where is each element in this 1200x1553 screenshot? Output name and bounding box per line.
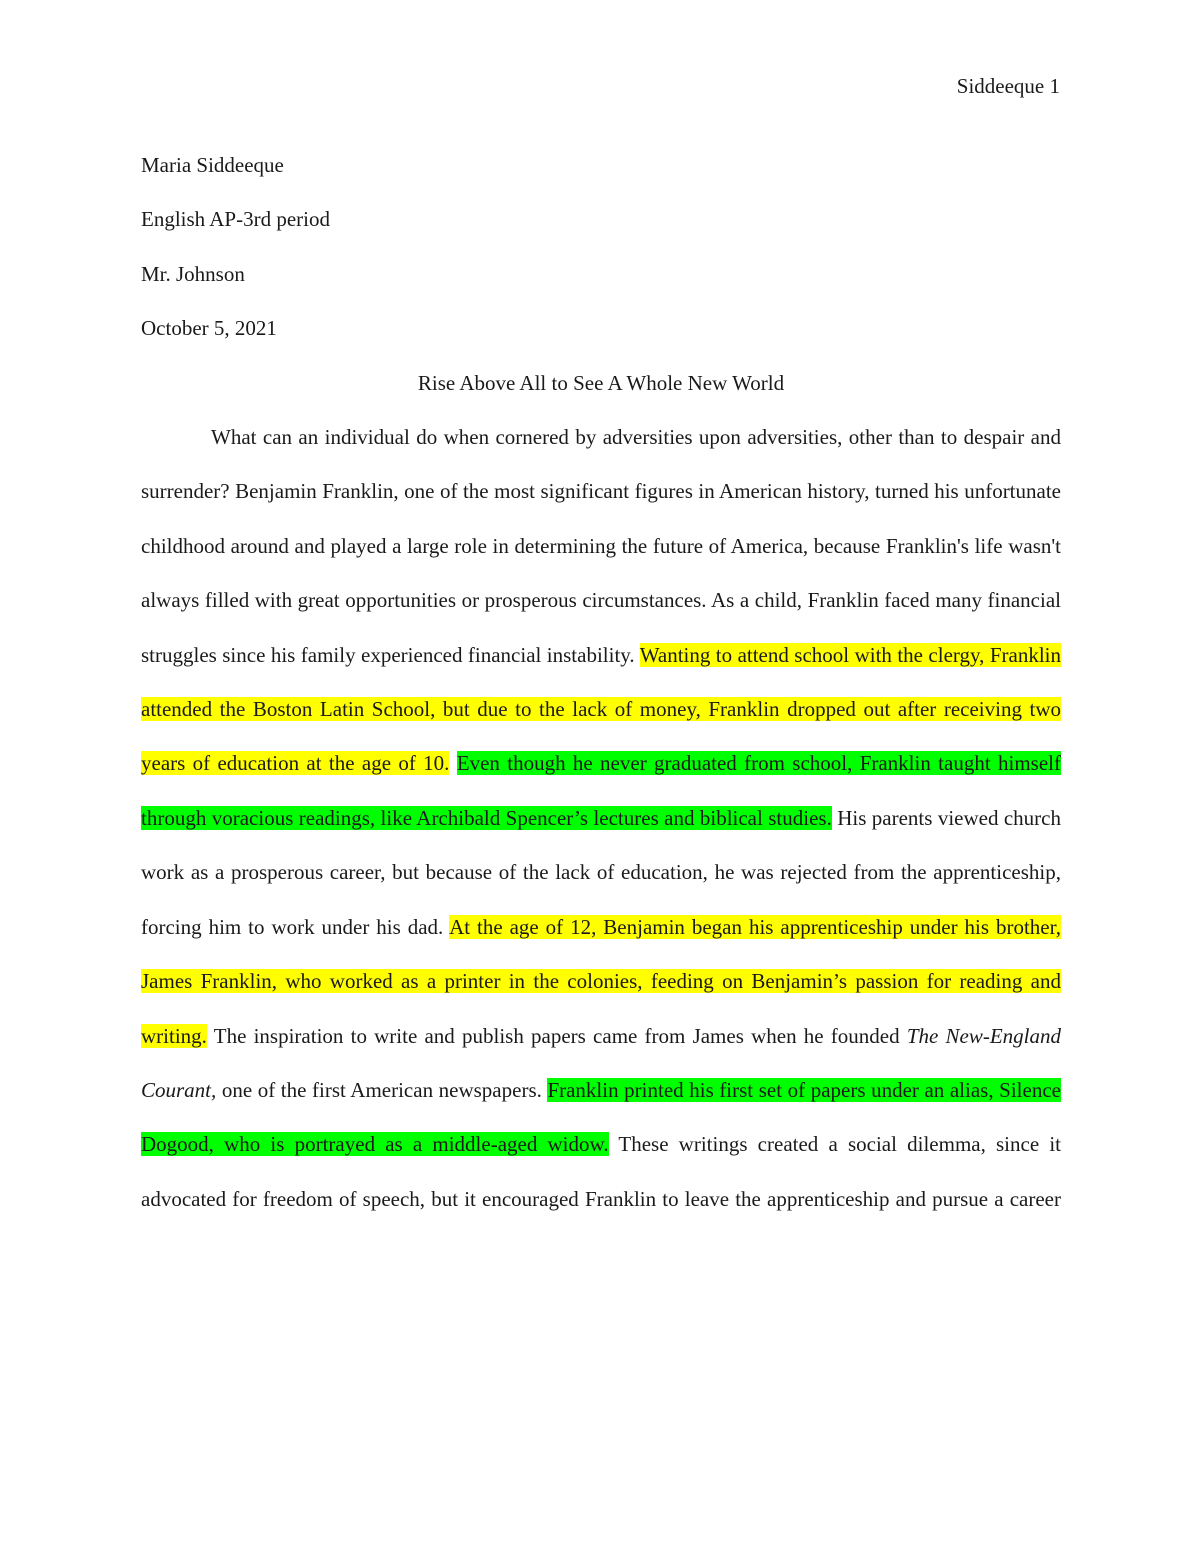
paragraph-text [449,751,456,775]
newspaper-title: The New-England Courant, [141,1023,1062,1102]
document-body [141,138,1061,1226]
student-name: Maria Siddeeque [141,153,284,177]
paragraph-text: His parents viewed church work as a prosperous career, but because of the lack of education, he was rejected from the apprenticeship, forcing him to work under his dad. [141,805,1062,939]
course-line: English AP-3rd period [141,207,330,232]
body-paragraph [141,410,1061,1226]
green-highlight: Even though he never graduated from school, Franklin taught himself through voracious readings, like Archibald Spencer’s lectures and biblical studies. [141,751,1061,830]
essay-title: Rise Above All to See A Whole New World [417,370,785,395]
paragraph-text: The inspiration to write and publish papers came from James when he founded [206,1023,907,1048]
running-head: Siddeeque 1 [956,74,1060,98]
yellow-highlight: At the age of 12, Benjamin began his apprenticeship under his brother, James Franklin, who worked as a printer in the colonies, feeding on Benjamin’s passion for reading and writing. [141,914,1061,1048]
date-line: October 5, 2021 [141,316,277,341]
paragraph-text: These writings created a social dilemma, since it advocated for freedom of speech, but it encouraged Franklin to leave the apprenticeship and pursue a career [141,1132,1062,1211]
yellow-highlight: Wanting to attend school with the clergy, Franklin attended the Boston Latin School, but due to the lack of money, Franklin dropped out after receiving two years of education at the age of 10. [141,642,1061,776]
paragraph-text: What can an individual do when cornered by adversities upon adversities, other than to despair and surrender? Benjamin Franklin, one of the most significant figures in American history, turned his unfortunate childhood around and played a large role in determining the future of America, because Franklin's life wasn't always filled with great opportunities or prosperous circumstances. As a child, Franklin faced many financial struggles since his family experienced financial instability. [141,425,1061,667]
green-highlight: Franklin printed his first set of papers under an alias, Silence Dogood, who is portrayed as a middle-aged widow. [141,1077,1061,1157]
paragraph-text: one of the first American newspapers. [216,1077,548,1102]
teacher-line: Mr. Johnson [141,261,245,286]
